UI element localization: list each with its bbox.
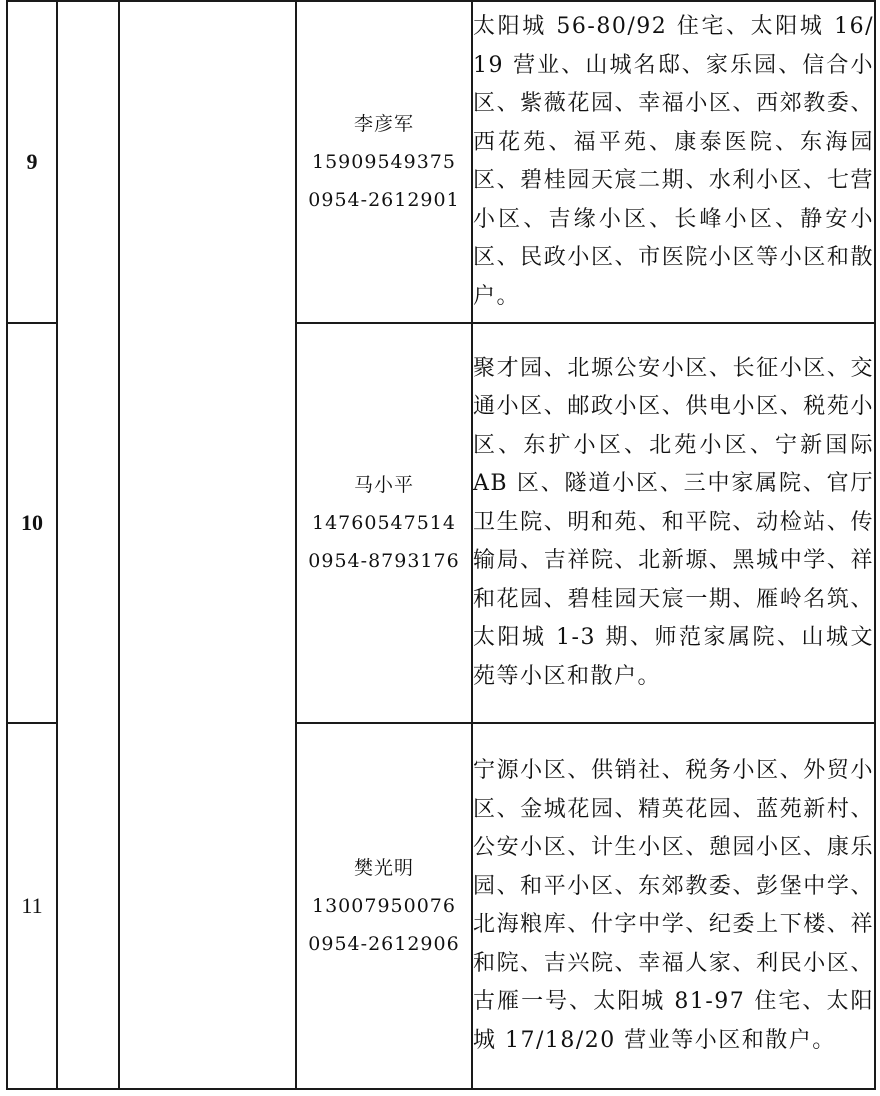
row-number: 11 [7, 723, 57, 1089]
contact-cell [296, 323, 472, 723]
contact-name: 樊光明 [353, 857, 414, 879]
contact-cell [296, 1, 472, 323]
service-areas: 太阳城 56-80/92 住宅、太阳城 16/19 营业、山城名邸、家乐园、信合小区、紫薇花园、幸福小区、西郊教委、西花苑、福平苑、康泰医院、东海园区、碧桂园天宸二期、水利小区、七营小区、吉缘小区、长峰小区、静安小区、民政小区、市医院小区等小区和散户。 [472, 1, 875, 323]
phone-landline: 0954-2612901 [308, 189, 460, 211]
phone-mobile: 14760547514 [312, 512, 456, 534]
service-areas: 宁源小区、供销社、税务小区、外贸小区、金城花园、精英花园、蓝苑新村、公安小区、计生小区、憩园小区、康乐园、和平小区、东郊教委、彭堡中学、北海粮库、什字中学、纪委上下楼、祥和院、吉兴院、幸福人家、利民小区、古雁一号、太阳城 81-97 住宅、太阳城 17/18/20 营业等小区和散户。 [472, 723, 875, 1089]
phone-landline: 0954-8793176 [308, 550, 460, 572]
phone-landline: 0954-2612906 [308, 933, 460, 955]
contact-name: 马小平 [353, 474, 414, 496]
contact-name: 李彦军 [353, 113, 414, 135]
contact-cell [296, 723, 472, 1089]
service-area-table [6, 0, 876, 1090]
merged-empty-cell [57, 1, 119, 1089]
row-number: 10 [7, 323, 57, 723]
phone-mobile: 13007950076 [312, 895, 456, 917]
row-number: 9 [7, 1, 57, 323]
phone-mobile: 15909549375 [312, 151, 456, 173]
table-row [7, 1, 875, 323]
merged-empty-cell [119, 1, 296, 1089]
service-areas: 聚才园、北塬公安小区、长征小区、交通小区、邮政小区、供电小区、税苑小区、东扩小区、北苑小区、宁新国际 AB 区、隧道小区、三中家属院、官厅卫生院、明和苑、和平院、动检站、传输局、吉祥院、北新塬、黑城中学、祥和花园、碧桂园天宸一期、雁岭名筑、太阳城 1-3 期、师范家属院、山城文苑等小区和散户。 [472, 323, 875, 723]
